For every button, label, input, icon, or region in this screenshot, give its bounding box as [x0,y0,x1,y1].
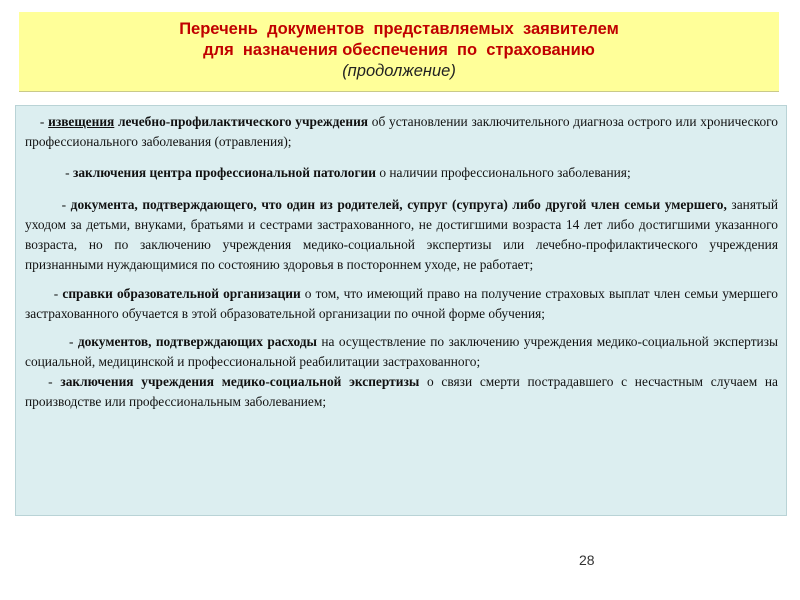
page-number: 28 [579,552,595,568]
document-list [15,105,787,516]
title-line-3: (продолжение) [342,62,456,80]
item-key: документа, подтверждающего, что один из родителей, супруг (супруга) либо другой член семьи умершего, [70,197,727,212]
item-text: на осуществление по заключению учреждения медико-социальной экспертизы социальной, медицинской и профессиональной реабилитации застрахованного; [25,334,778,369]
item-bullet: - [25,165,73,180]
title-line-2: для назначения обеспечения по страхованию [203,41,595,59]
list-item [25,112,778,152]
item-key: заключения учреждения медико-социальной экспертизы [60,374,420,389]
item-key-underlined: извещения [48,114,115,129]
item-bullet: - [25,334,78,349]
title-box [19,12,779,92]
item-key: заключения центра профессиональной патологии [72,165,376,180]
list-item [25,332,778,372]
item-text: о наличии профессионального заболевания; [375,165,631,180]
item-bullet: - [25,197,71,212]
list-item [25,163,778,183]
item-text: об установлении заключительного диагноза острого или хронического профессионального заболевания (отравления); [25,114,778,149]
item-text: занятый уходом за детьми, внуками, братьями и сестрами застрахованного, не достигшими возраста 14 лет либо достигшими указанного возраста, но по заключению учреждения медико-социальной экспертизы или лечебно-профилактического учреждения признанными нуждающимися по состоянию здоровья в постороннем уходе, не работает; [25,197,778,272]
item-key: документов, подтверждающих расходы [77,334,317,349]
item-key: лечебно-профилактического учреждения [114,114,369,129]
item-key: справки образовательной организации [62,286,301,301]
list-item [25,372,778,412]
list-item [25,284,778,324]
item-text: о связи смерти пострадавшего с несчастным случаем на производстве или профессиональным заболеванием; [25,374,778,409]
item-bullet: - [25,374,61,389]
item-bullet: - [25,286,63,301]
title-line-1: Перечень документов представляемых заявителем [179,20,619,38]
item-bullet: - [25,114,49,129]
list-item [25,195,778,275]
item-text: о том, что имеющий право на получение страховых выплат член семьи умершего застрахованного обучается в этой образовательной организации по очной форме обучения; [25,286,779,321]
